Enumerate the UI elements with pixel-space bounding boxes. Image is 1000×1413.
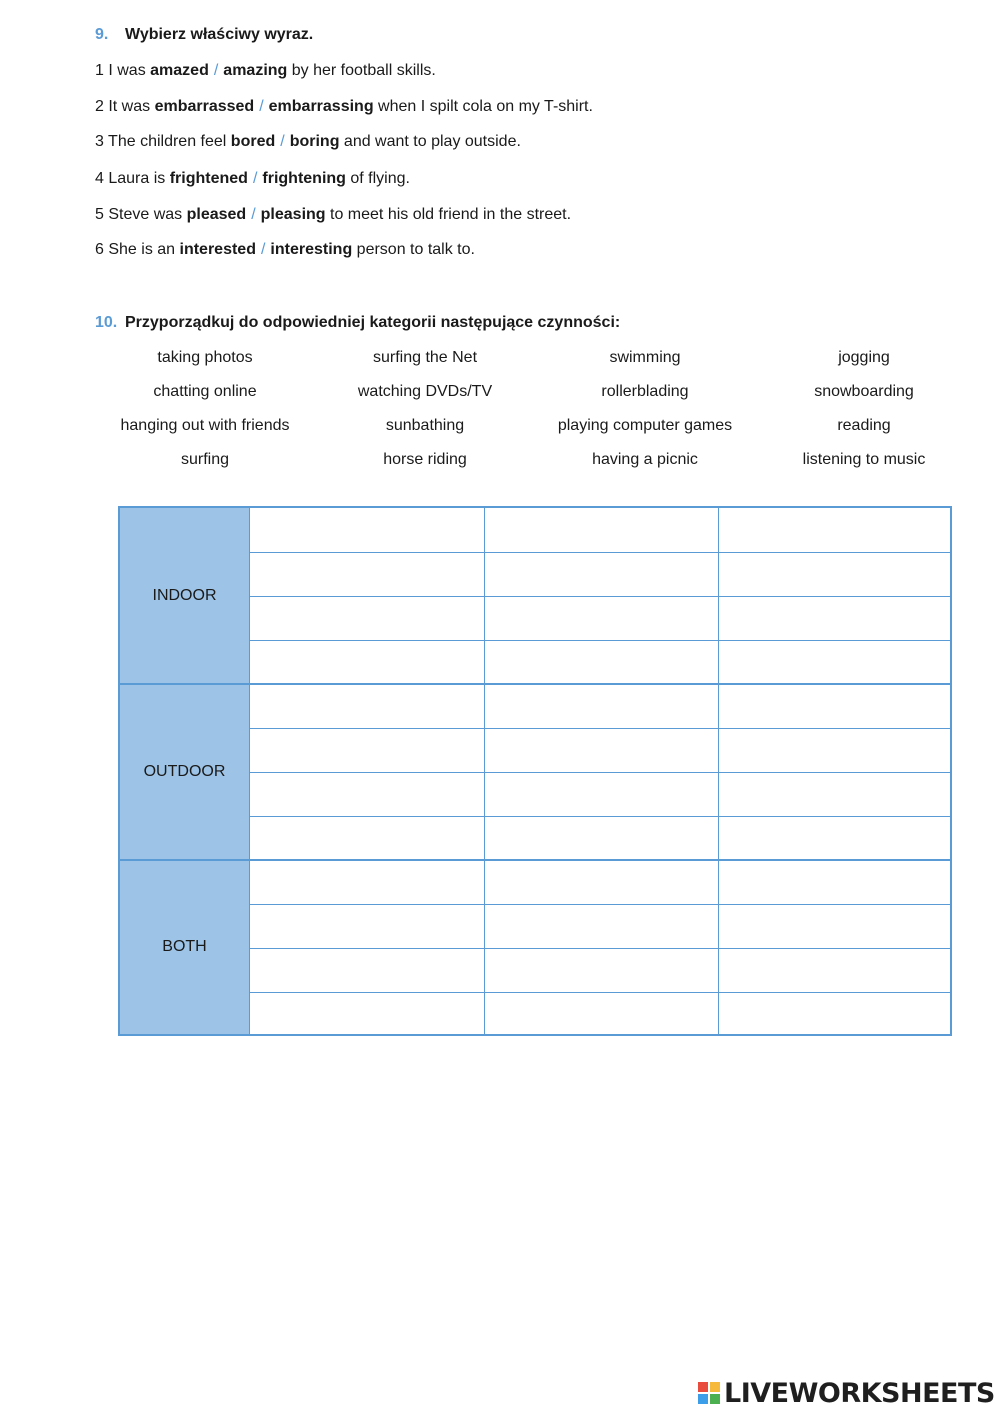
- answer-drop-cell[interactable]: [719, 773, 949, 815]
- word-item[interactable]: taking photos: [157, 349, 253, 366]
- logo-square: [698, 1394, 708, 1404]
- option-b[interactable]: frightening: [262, 170, 346, 187]
- sentence-text: 5 Steve was: [95, 206, 187, 223]
- slash: /: [251, 206, 256, 223]
- logo-text: LIVEWORKSHEETS: [724, 1377, 995, 1409]
- option-a[interactable]: frightened: [169, 170, 248, 187]
- answer-drop-cell[interactable]: [251, 993, 483, 1035]
- answer-drop-cell[interactable]: [251, 949, 483, 991]
- category-indoor: INDOOR: [120, 508, 250, 684]
- sentence-text: by her football skills.: [287, 62, 436, 79]
- answer-drop-cell[interactable]: [485, 729, 717, 771]
- logo-squares-icon: [698, 1382, 720, 1404]
- slash: /: [259, 98, 264, 115]
- slash: /: [280, 133, 285, 150]
- answer-drop-cell[interactable]: [719, 729, 949, 771]
- answer-drop-cell[interactable]: [251, 729, 483, 771]
- sentence-text: of flying.: [345, 170, 410, 187]
- answer-drop-cell[interactable]: [251, 509, 483, 551]
- answer-drop-cell[interactable]: [251, 817, 483, 859]
- section-10-number: 10.: [95, 314, 118, 331]
- answer-drop-cell[interactable]: [719, 553, 949, 595]
- word-item[interactable]: swimming: [609, 349, 681, 366]
- logo-square: [710, 1382, 720, 1392]
- word-item[interactable]: watching DVDs/TV: [357, 383, 493, 400]
- answer-drop-cell[interactable]: [485, 597, 717, 639]
- sentence-text: 4 Laura is: [95, 170, 170, 187]
- word-item[interactable]: rollerblading: [601, 383, 689, 400]
- answer-drop-cell[interactable]: [485, 509, 717, 551]
- section-10-title: [95, 314, 620, 332]
- slash: /: [213, 62, 219, 79]
- sentence-3: [95, 133, 521, 151]
- word-item[interactable]: horse riding: [383, 451, 467, 468]
- word-item[interactable]: surfing: [180, 451, 230, 468]
- word-item[interactable]: having a picnic: [592, 451, 698, 468]
- option-a[interactable]: embarrassed: [154, 98, 255, 115]
- answer-drop-cell[interactable]: [719, 949, 949, 991]
- sentence-text: and want to play outside.: [339, 133, 521, 150]
- answer-drop-cell[interactable]: [719, 641, 949, 683]
- word-item[interactable]: sunbathing: [385, 417, 465, 434]
- section-9-title: [95, 26, 313, 44]
- option-b[interactable]: embarrassing: [268, 98, 374, 115]
- sentence-6: [95, 241, 475, 259]
- section-9-heading: Wybierz właściwy wyraz.: [125, 26, 314, 43]
- sentence-text: person to talk to.: [352, 241, 475, 258]
- sentence-text: when I spilt cola on my T-shirt.: [373, 98, 593, 115]
- sentence-1: [95, 62, 436, 80]
- answer-drop-cell[interactable]: [485, 641, 717, 683]
- sentence-text: 3 The children feel: [95, 133, 231, 150]
- answer-drop-cell[interactable]: [485, 773, 717, 815]
- answer-drop-cell[interactable]: [719, 861, 949, 903]
- answer-drop-cell[interactable]: [485, 817, 717, 859]
- sentence-2: [95, 98, 593, 116]
- option-a[interactable]: amazed: [150, 62, 209, 79]
- category-table: [118, 506, 952, 1036]
- answer-drop-cell[interactable]: [719, 993, 949, 1035]
- sentence-text: 2 It was: [95, 98, 155, 115]
- option-a[interactable]: bored: [230, 133, 276, 150]
- logo-square: [710, 1394, 720, 1404]
- word-item[interactable]: reading: [837, 417, 891, 434]
- answer-drop-cell[interactable]: [719, 597, 949, 639]
- answer-drop-cell[interactable]: [485, 949, 717, 991]
- word-item[interactable]: listening to music: [802, 451, 926, 468]
- slash: /: [252, 170, 258, 187]
- section-9-number: 9.: [95, 26, 109, 43]
- answer-drop-cell[interactable]: [485, 553, 717, 595]
- answer-drop-cell[interactable]: [251, 553, 483, 595]
- answer-drop-cell[interactable]: [485, 685, 717, 727]
- option-a[interactable]: interested: [179, 241, 256, 258]
- option-b[interactable]: interesting: [270, 241, 353, 258]
- answer-drop-cell[interactable]: [251, 597, 483, 639]
- answer-drop-cell[interactable]: [251, 641, 483, 683]
- word-item[interactable]: jogging: [838, 349, 890, 366]
- word-item[interactable]: surfing the Net: [372, 349, 478, 366]
- answer-drop-cell[interactable]: [251, 685, 483, 727]
- option-b[interactable]: amazing: [223, 62, 288, 79]
- answer-drop-cell[interactable]: [251, 773, 483, 815]
- option-b[interactable]: pleasing: [260, 206, 326, 223]
- answer-drop-cell[interactable]: [251, 861, 483, 903]
- answer-drop-cell[interactable]: [719, 817, 949, 859]
- slash: /: [260, 241, 266, 258]
- sentence-text: to meet his old friend in the street.: [325, 206, 572, 223]
- liveworksheets-logo: [698, 1376, 995, 1410]
- answer-drop-cell[interactable]: [251, 905, 483, 947]
- answer-drop-cell[interactable]: [719, 905, 949, 947]
- category-both: BOTH: [120, 860, 250, 1034]
- sentence-4: [95, 170, 410, 188]
- word-item[interactable]: playing computer games: [557, 417, 733, 434]
- answer-drop-cell[interactable]: [485, 905, 717, 947]
- answer-drop-cell[interactable]: [719, 685, 949, 727]
- word-item[interactable]: hanging out with friends: [120, 417, 290, 434]
- word-item[interactable]: snowboarding: [814, 383, 914, 400]
- option-b[interactable]: boring: [289, 133, 340, 150]
- logo-square: [698, 1382, 708, 1392]
- answer-drop-cell[interactable]: [485, 993, 717, 1035]
- sentence-text: 6 She is an: [95, 241, 180, 258]
- section-10-heading: Przyporządkuj do odpowiedniej kategorii następujące czynności:: [125, 314, 621, 331]
- sentence-text: 1 I was: [95, 62, 151, 79]
- answer-drop-cell[interactable]: [485, 861, 717, 903]
- category-outdoor: OUTDOOR: [120, 684, 250, 860]
- word-item[interactable]: chatting online: [153, 383, 257, 400]
- sentence-5: [95, 206, 571, 224]
- answer-drop-cell[interactable]: [719, 509, 949, 551]
- option-a[interactable]: pleased: [186, 206, 247, 223]
